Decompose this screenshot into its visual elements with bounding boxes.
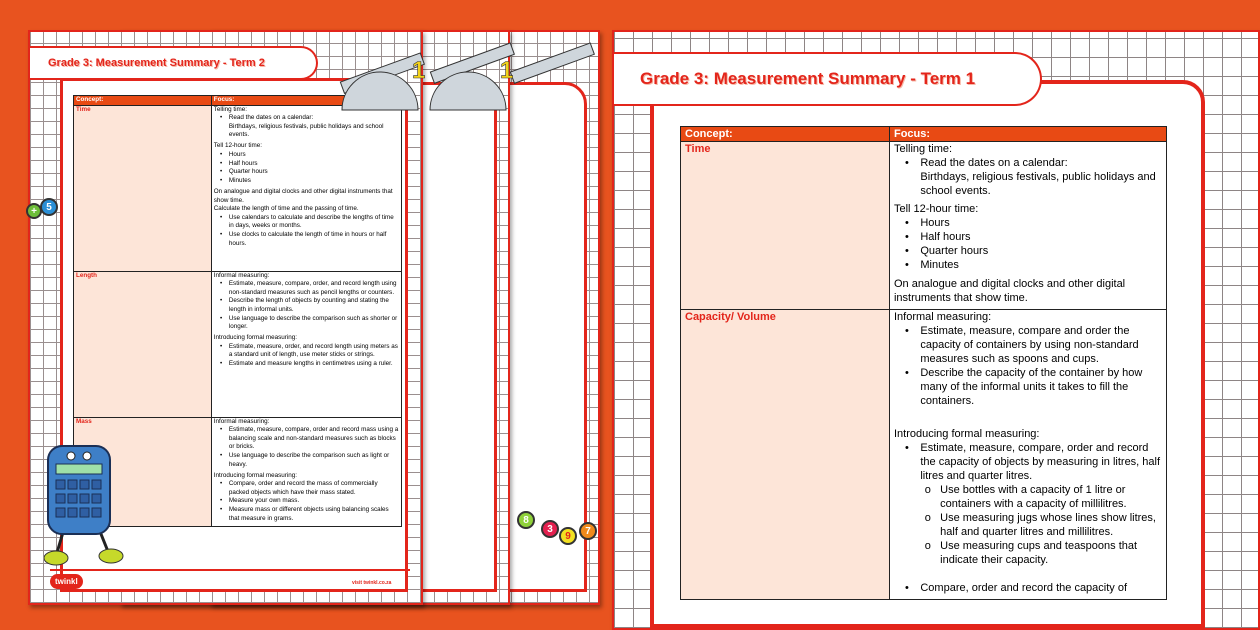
page-title: Grade 3: Measurement Summary - Term 1 — [614, 52, 1042, 106]
focus-block — [214, 472, 399, 524]
twinkl-logo[interactable]: twinkl — [50, 574, 83, 589]
block-heading: Introducing formal measuring: — [213, 471, 298, 479]
bullet-item — [229, 297, 399, 314]
bullet-item — [920, 216, 1162, 230]
focus-header: Focus: — [889, 127, 1166, 142]
bullet-text: Use calendars to calculate and describe the lengths of time in days, weeks or months. — [228, 213, 394, 230]
bullet-list — [229, 151, 399, 185]
block-heading: Telling time: — [893, 143, 953, 155]
summary-table — [680, 126, 1167, 600]
footer-url[interactable]: visit twinkl.co.za — [352, 580, 392, 586]
bullet-item — [920, 156, 1162, 198]
focus-block — [214, 334, 399, 368]
focus-cell — [211, 105, 401, 271]
block-heading: Introducing formal measuring: — [213, 334, 298, 342]
bullet-text: Half hours — [920, 231, 971, 244]
focus-block — [894, 142, 1162, 198]
bullet-text: Quarter hours — [228, 168, 268, 176]
focus-block — [214, 142, 399, 185]
block-heading: Informal measuring: — [213, 417, 270, 425]
block-heading: Telling time: — [213, 105, 247, 113]
bullet-list — [920, 156, 1162, 198]
bullet-item — [229, 360, 399, 369]
counter-plus: + — [26, 203, 42, 219]
table-row — [74, 105, 402, 271]
bullet-item — [229, 480, 399, 497]
bullet-text: Estimate, measure, compare and order the capacity of containers by using non-standard measures such as spoons and cups. — [920, 325, 1139, 366]
bullet-list — [229, 426, 399, 469]
block-heading: Informal measuring: — [213, 271, 270, 279]
worksheet-term-1 — [612, 30, 1260, 630]
bullet-text: Measure mass or different objects using balancing scales that measure in grams. — [228, 506, 389, 522]
bullet-item — [920, 230, 1162, 244]
concept-cell: Time — [681, 142, 890, 310]
bullet-item — [229, 231, 399, 248]
bullet-item — [920, 581, 1162, 595]
bullet-text: Estimate and measure lengths in centimetres using a ruler. — [228, 360, 393, 368]
concept-header: Concept: — [681, 127, 890, 142]
focus-block — [894, 277, 1162, 305]
bullet-text: Use clocks to calculate the length of time in hours or half hours. — [228, 230, 387, 247]
sub-item: o Use measuring jugs whose lines show litres, half and quarter litres and millilitres. — [940, 511, 1162, 539]
focus-header: Focus: — [211, 96, 401, 106]
bullet-text: Estimate, measure, compare, order and record the capacity of objects by measuring in litres, half litres and quarter litres. — [920, 441, 1161, 482]
concept-cell: Time — [74, 105, 212, 271]
bullet-text: Compare, order and record the capacity of — [920, 581, 1128, 594]
bullet-item — [229, 280, 399, 297]
bullet-item — [920, 244, 1162, 258]
bullet-list — [229, 280, 399, 332]
bullet-text: Read the dates on a calendar: — [920, 157, 1068, 169]
block-heading: On analogue and digital clocks and other digital instruments that show time. — [893, 277, 1126, 304]
svg-text:1: 1 — [500, 57, 514, 84]
bullet-item — [229, 452, 399, 469]
counter-8: 8 — [517, 511, 535, 529]
bullet-item — [229, 214, 399, 231]
table-header-row — [681, 127, 1167, 142]
bullet-text: Compare, order and record the mass of commercially packed objects which have their mass stated. — [228, 480, 378, 496]
sub-item: o Use measuring cups and teaspoons that indicate their capacity. — [940, 539, 1162, 567]
bullet-text: Describe the capacity of the container by how many of the informal units it takes to fill the containers. — [920, 367, 1143, 408]
bullet-text: Describe the length of objects by counting and stating the length in informal units. — [228, 297, 389, 313]
bullet-list — [920, 441, 1162, 595]
table-row — [681, 142, 1167, 310]
bullet-item — [920, 366, 1162, 408]
focus-block — [894, 202, 1162, 272]
svg-text:1: 1 — [412, 57, 426, 84]
block-heading: Calculate the length of time and the passing of time. — [213, 205, 359, 213]
bullet-note: Birthdays, religious festivals, public holidays and school events. — [920, 171, 1156, 197]
concept-header: Concept: — [74, 96, 212, 106]
concept-cell: Length — [74, 271, 212, 417]
bullet-item — [229, 497, 399, 506]
bullet-text: Estimate, measure, order, and record length using meters as a standard unit of length, use meter sticks or strings. — [228, 342, 398, 359]
focus-block — [214, 272, 399, 332]
bullet-text: Hours — [228, 151, 246, 159]
bullet-text: Minutes — [228, 176, 251, 184]
bullet-text: Hours — [920, 217, 950, 230]
footer-line — [50, 569, 410, 571]
bullet-item — [229, 343, 399, 360]
sub-list — [940, 483, 1162, 567]
bullet-item — [229, 426, 399, 452]
bullet-item — [229, 506, 399, 523]
block-heading: Tell 12-hour time: — [213, 142, 263, 150]
bullet-item — [229, 177, 399, 186]
counter-3: 3 — [541, 520, 559, 538]
bullet-text: Read the dates on a calendar: — [228, 114, 314, 122]
bullet-text: Minutes — [920, 259, 959, 272]
bullet-list — [229, 214, 399, 248]
bullet-list — [920, 324, 1162, 408]
counter-9: 9 — [559, 527, 577, 545]
sub-item: o Use bottles with a capacity of 1 litre or containers with a capacity of millilitres. — [940, 483, 1162, 511]
counter-7: 7 — [579, 522, 597, 540]
bullet-item — [229, 151, 399, 160]
focus-block — [214, 418, 399, 470]
bullet-text: Estimate, measure, compare, order, and record length using non-standard measures such as pencil lengths or counters. — [228, 280, 397, 296]
bullet-list — [229, 343, 399, 369]
bullet-item — [229, 168, 399, 177]
bullet-item — [229, 315, 399, 332]
calculator-mascot — [44, 444, 124, 569]
counter-5: 5 — [40, 198, 58, 216]
bullet-text: Estimate, measure, compare, order and record mass using a balancing scale and non-standard measures such as blocks or bricks. — [228, 426, 399, 451]
bullet-list — [229, 480, 399, 523]
focus-cell — [211, 417, 401, 526]
bullet-text: Measure your own mass. — [228, 497, 300, 505]
block-heading: Informal measuring: — [893, 311, 992, 324]
focus-block — [214, 188, 399, 248]
bullet-list — [920, 216, 1162, 272]
focus-cell — [889, 310, 1166, 600]
concept-cell: Mass — [74, 417, 212, 526]
bullet-item — [229, 160, 399, 169]
bullet-text: Use language to describe the comparison such as light or heavy. — [228, 451, 390, 468]
bullet-text: Half hours — [228, 159, 258, 167]
focus-cell — [211, 271, 401, 417]
bullet-item — [920, 441, 1162, 567]
bullet-item — [920, 258, 1162, 272]
table-row — [681, 310, 1167, 600]
focus-block — [894, 310, 1162, 408]
bullet-item — [920, 324, 1162, 366]
table-row — [74, 271, 402, 417]
protractor-icon — [330, 28, 600, 128]
bullet-note: Birthdays, religious festivals, public holidays and school events. — [228, 122, 384, 139]
page-title: Grade 3: Measurement Summary - Term 2 — [30, 46, 318, 80]
focus-cell — [889, 142, 1166, 310]
block-heading: On analogue and digital clocks and other digital instruments that show time. — [213, 187, 393, 204]
block-heading: Tell 12-hour time: — [893, 203, 979, 216]
block-heading — [894, 413, 1162, 427]
bullet-item — [920, 567, 1162, 581]
bullet-text: Use language to describe the comparison such as shorter or longer. — [228, 314, 398, 331]
focus-block — [894, 413, 1162, 595]
block-heading: Introducing formal measuring: — [893, 427, 1040, 440]
concept-cell: Capacity/ Volume — [681, 310, 890, 600]
bullet-text: Quarter hours — [920, 245, 989, 258]
